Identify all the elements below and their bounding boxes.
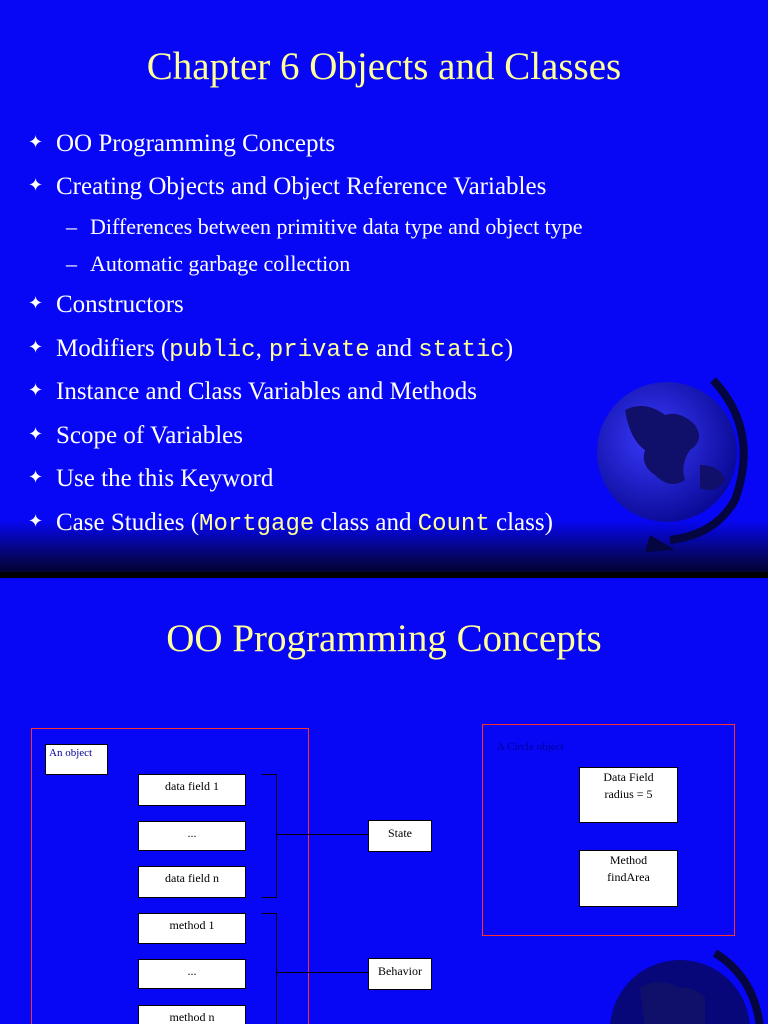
bullet-text-suffix: class) [489,509,553,536]
circle-method-box [579,850,678,907]
slide-2 [0,578,768,1024]
bullet-item [28,291,184,319]
bullet-text-prefix: Modifiers ( [56,335,170,362]
data-field-box: data field 1 [138,774,246,806]
code-keyword: Mortgage [199,511,315,538]
slide-title: OO Programming Concepts [166,617,602,660]
bullet-text-suffix: ) [504,335,514,362]
method-box: method n [138,1005,246,1024]
object-label: An object [45,744,108,775]
bullet-item [28,173,546,201]
code-keyword: public [169,337,256,364]
dash-bullet-icon: – [66,251,77,276]
data-field-box: data field n [138,866,246,898]
globe-icon [595,948,765,1024]
state-bracket [262,774,277,898]
bullet-item [28,335,513,364]
code-keyword: private [268,337,370,364]
sub-bullet-item [66,251,350,277]
star-bullet-icon: ✦ [28,337,44,357]
bullet-text-middle: and [369,335,419,362]
dash-bullet-icon: – [66,214,77,239]
bullet-text-middle: class and [314,509,418,536]
bullet-item [28,378,477,406]
method-box: ... [138,959,246,989]
state-connector [277,834,368,835]
code-keyword: static [418,337,505,364]
circle-object-label: A Circle object [497,741,564,753]
circle-method-title: Method [609,853,648,867]
behavior-connector [277,972,368,973]
bullet-text: Instance and Class Variables and Methods [56,378,477,405]
bullet-item [28,422,243,450]
state-box: State [368,820,432,852]
bullet-item [28,465,273,493]
bullet-item [28,509,553,538]
behavior-box: Behavior [368,958,432,990]
circle-data-field-box [579,767,678,823]
method-box: method 1 [138,913,246,944]
behavior-bracket [262,913,277,1024]
star-bullet-icon: ✦ [28,424,44,444]
star-bullet-icon: ✦ [28,132,44,152]
star-bullet-icon: ✦ [28,511,44,531]
data-field-box: ... [138,821,246,851]
bullet-text: Use the this Keyword [56,465,274,492]
star-bullet-icon: ✦ [28,175,44,195]
code-keyword: Count [417,511,490,538]
bullet-item [28,130,335,158]
bullet-text-prefix: Case Studies ( [56,509,200,536]
circle-method-name: findArea [607,870,650,884]
bullet-text: Creating Objects and Object Reference Variables [56,173,547,200]
star-bullet-icon: ✦ [28,293,44,313]
star-bullet-icon: ✦ [28,380,44,400]
sub-bullet-text: Automatic garbage collection [90,251,351,276]
star-bullet-icon: ✦ [28,467,44,487]
slide-title: Chapter 6 Objects and Classes [146,45,622,88]
sub-bullet-text: Differences between primitive data type and object type [90,214,583,239]
circle-data-field-title: Data Field [603,770,654,784]
bullet-text: OO Programming Concepts [56,130,336,157]
sub-bullet-item [66,214,583,240]
circle-data-field-value: radius = 5 [604,787,653,801]
bullet-text-separator: , [255,335,262,362]
bullet-text: Constructors [56,291,184,318]
bullet-text: Scope of Variables [56,422,243,449]
